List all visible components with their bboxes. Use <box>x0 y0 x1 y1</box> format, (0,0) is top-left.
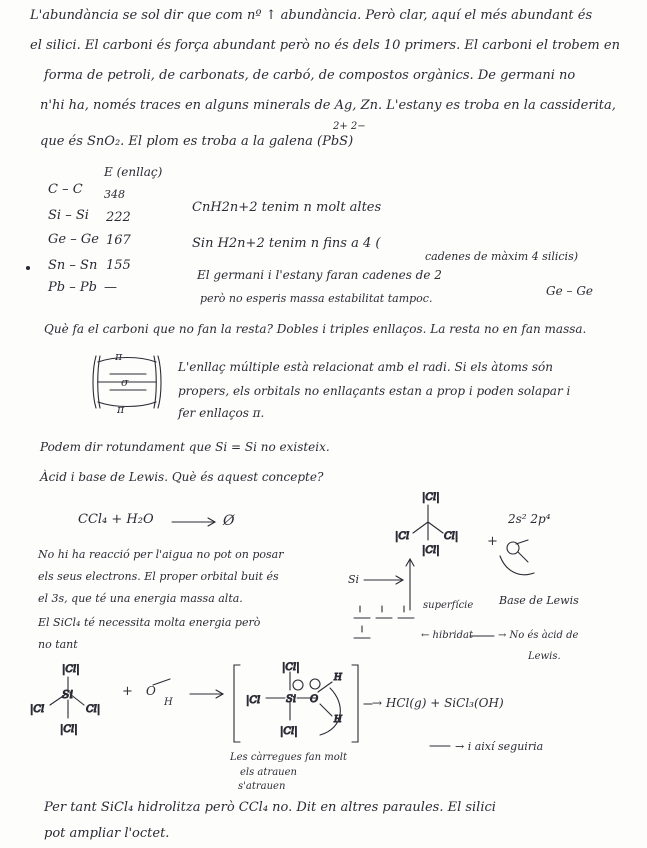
svg-text:Si: Si <box>62 688 74 701</box>
bond-snsn: Sn – Sn <box>48 258 98 273</box>
reaction1-crossed: Ø <box>223 513 235 529</box>
reaction1-lhs: CCl₄ + H₂O <box>78 512 154 527</box>
no-es-acid-label: → No és àcid de <box>498 630 579 641</box>
pi-label-bottom: π <box>117 403 125 416</box>
pi-text-2: propers, els orbitals no enllaçants estan a prop i poden solapar i <box>178 384 571 398</box>
pi-text-3: fer enllaços π. <box>178 406 265 420</box>
orbital-lines <box>354 606 414 638</box>
text-line-plom: que és SnO₂. El plom es troba a la galena (PbS) <box>40 134 354 149</box>
svg-text:H: H <box>334 673 342 683</box>
svg-text:|Cl|: |Cl| <box>62 664 80 675</box>
conclusion-2: pot ampliar l'octet. <box>44 826 170 841</box>
lewis-label: Lewis. <box>528 651 561 662</box>
hibridat-label: ← hibridat <box>421 630 473 641</box>
svg-text:H: H <box>334 715 342 725</box>
svg-text:O: O <box>310 694 319 705</box>
svg-text:|Cl: |Cl <box>395 531 410 542</box>
note-cadenes: cadenes de màxim 4 silicis) <box>425 250 579 263</box>
left-text-2: els seus electrons. El proper orbital buit és <box>38 570 279 583</box>
left-text-1: No hi ha reacció per l'aigua no pot on posar <box>38 548 284 561</box>
si-label: Si <box>348 573 360 586</box>
note-ge-chain: Ge – Ge <box>546 284 594 298</box>
mechanism-note-2: els atrauen <box>240 767 297 778</box>
water-h: H <box>164 697 173 708</box>
text-line-abundancia: L'abundància se sol dir que com nº ↑ abundància. Però clar, aquí el més abundant és <box>30 8 593 23</box>
note-ge1: El germani i l'estany faran cadenes de 2 <box>197 268 442 282</box>
mechanism-products: → HCl(g) + SiCl₃(OH) <box>372 696 504 710</box>
text-line-petroli: forma de petroli, de carbonats, de carbó, de compostos orgànics. De germani no <box>44 68 576 83</box>
sigma-label: σ <box>121 376 129 389</box>
mechanism-note-1: Les càrregues fan molt <box>230 752 347 763</box>
svg-text:Cl|: Cl| <box>86 704 101 715</box>
sicl4-structure-right <box>413 505 443 540</box>
svg-text:|Cl|: |Cl| <box>422 492 440 503</box>
energy-snsn: 155 <box>106 258 131 273</box>
pi-label-top: π <box>115 350 123 363</box>
bond-sisi: Si – Si <box>48 208 89 223</box>
mechanism-continue: → i així seguiria <box>455 740 544 753</box>
superficie-label: superfície <box>423 600 474 611</box>
svg-text:|Cl: |Cl <box>30 704 45 715</box>
mechanism-plus: + <box>122 684 133 699</box>
galena-charges: 2+ 2− <box>333 121 366 132</box>
bond-gege: Ge – Ge <box>48 232 99 247</box>
svg-text:|Cl|: |Cl| <box>60 724 78 735</box>
text-line-silici: el silici. El carboni és força abundant però no és dels 10 primers. El carboni el trobem en <box>30 38 620 53</box>
svg-text:|Cl|: |Cl| <box>282 662 300 673</box>
svg-text:Cl|: Cl| <box>444 531 459 542</box>
energy-cc: 348 <box>104 188 125 201</box>
left-text-5: no tant <box>38 638 78 651</box>
svg-text:|Cl|: |Cl| <box>422 545 440 556</box>
energy-sisi: 222 <box>106 210 131 225</box>
pi-bond-diagram <box>93 356 161 408</box>
pi-text-1: L'enllaç múltiple està relacionat amb el radi. Si els àtoms són <box>178 360 553 374</box>
left-text-4: El SiCl₄ té necessita molta energia però <box>38 616 261 629</box>
margin-dot <box>27 267 30 270</box>
energy-pbpb: — <box>104 280 117 295</box>
mechanism-note-3: s'atrauen <box>238 781 286 792</box>
svg-text:Si: Si <box>286 694 297 705</box>
text-line-germani: n'hi ha, només traces en alguns minerals de Ag, Zn. L'estany es troba en la cassiderita, <box>40 98 616 113</box>
left-text-3: el 3s, que té una energia massa alta. <box>38 592 243 605</box>
note-ge2: però no esperis massa estabilitat tampoc. <box>200 292 433 305</box>
note-cnh: CnH2n+2 tenim n molt altes <box>192 200 382 215</box>
config-2s2p4: 2s² 2p⁴ <box>508 512 551 526</box>
svg-text:|Cl: |Cl <box>246 695 261 706</box>
water-o: O <box>146 684 156 698</box>
bond-table-header: E (enllaç) <box>104 165 163 179</box>
acid-question: Àcid i base de Lewis. Què és aquest concepte? <box>40 470 324 484</box>
question-carbon: Què fa el carboni que no fan la resta? Dobles i triples enllaços. La resta no en fan massa. <box>44 322 587 336</box>
conclusion-1: Per tant SiCl₄ hidrolitza però CCl₄ no. Dit en altres paraules. El silici <box>44 800 496 815</box>
right-plus: + <box>487 534 498 549</box>
bond-pbpb: Pb – Pb <box>48 280 97 295</box>
note-snh: Sin H2n+2 tenim n fins a 4 ( <box>192 236 381 251</box>
base-de-lewis: Base de Lewis <box>499 594 579 607</box>
podem-dir: Podem dir rotundament que Si = Si no existeix. <box>40 440 330 454</box>
bond-cc: C – C <box>48 182 83 197</box>
water-molecule-sketch <box>500 540 534 575</box>
energy-gege: 167 <box>106 233 131 248</box>
svg-text:|Cl|: |Cl| <box>280 726 298 737</box>
